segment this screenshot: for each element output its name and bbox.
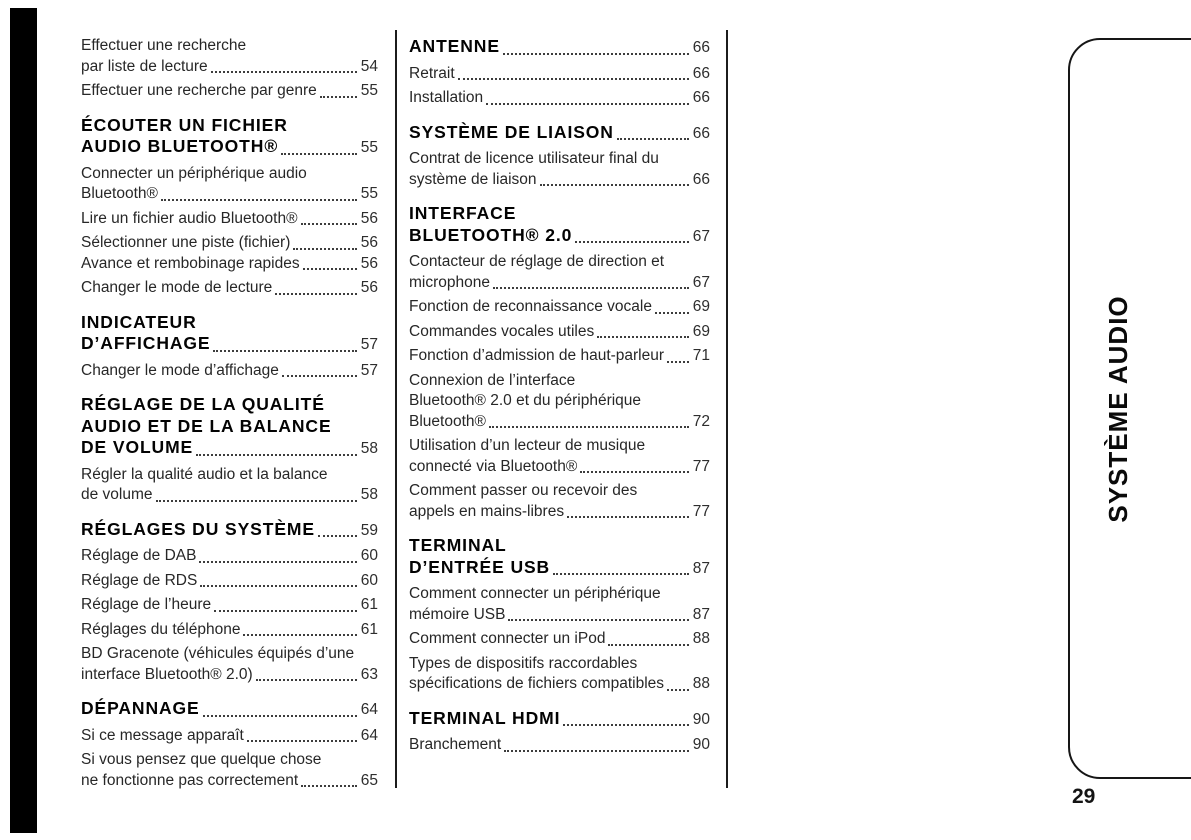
toc-entry-line: Comment passer ou recevoir des	[409, 482, 638, 499]
toc-entry-text: Changer le mode d’affichage	[81, 361, 279, 379]
toc-entry-text: microphone	[409, 273, 490, 291]
toc-heading	[409, 708, 710, 731]
toc-entry-row	[81, 57, 378, 78]
toc-heading-text: D’AFFICHAGE	[81, 333, 211, 353]
toc-page-ref: 64	[360, 701, 378, 718]
toc-entry-row	[409, 170, 710, 191]
toc-entry	[409, 436, 710, 477]
toc-column-left	[81, 36, 378, 791]
toc-entry-row	[81, 361, 378, 382]
toc-entry	[81, 571, 378, 592]
toc-heading-row	[81, 333, 378, 356]
dot-leader	[567, 516, 689, 518]
toc-page-ref: 67	[692, 273, 710, 291]
toc-entry	[409, 64, 710, 85]
toc-heading-text: BLUETOOTH® 2.0	[409, 224, 573, 245]
toc-page-ref: 61	[360, 596, 378, 613]
dot-leader	[553, 573, 689, 575]
toc-entry-text: connecté via Bluetooth®	[409, 457, 578, 475]
dot-leader	[161, 199, 357, 201]
toc-page-ref: 90	[692, 736, 710, 753]
dot-leader	[597, 336, 689, 338]
toc-entry-line: Régler la qualité audio et la balance	[81, 465, 328, 483]
toc-heading	[409, 203, 710, 247]
dot-leader	[458, 78, 689, 80]
dot-leader	[655, 312, 689, 314]
toc-entry-line: Contacteur de réglage de direction et	[409, 253, 665, 270]
toc-entry	[81, 726, 378, 747]
toc-entry-row	[409, 322, 710, 343]
toc-section	[81, 36, 378, 102]
toc-section	[409, 36, 710, 109]
toc-entry	[409, 371, 710, 433]
toc-entry-text: Retrait	[409, 64, 455, 82]
toc-entry-row	[81, 546, 378, 567]
toc-entry	[81, 254, 378, 275]
toc-entry-row	[409, 605, 710, 626]
toc-entry	[81, 595, 378, 616]
toc-section	[409, 708, 710, 756]
toc-entry-text: Fonction de reconnaissance vocale	[409, 298, 652, 315]
toc-entry-row	[409, 412, 710, 433]
toc-entry-line: Connexion de l’interface	[409, 371, 576, 389]
toc-page-ref: 69	[692, 322, 710, 340]
chapter-tab-label: SYSTÈME AUDIO	[1103, 294, 1133, 523]
toc-page-ref: 87	[692, 605, 710, 623]
toc-entry-text: par liste de lecture	[81, 57, 208, 75]
toc-heading	[81, 115, 378, 159]
toc-page-ref: 90	[692, 710, 710, 728]
toc-page-ref: 56	[360, 279, 378, 296]
toc-entry-row	[81, 665, 378, 686]
toc-heading-row	[409, 122, 710, 145]
toc-entry-row	[81, 278, 378, 299]
toc-entry	[81, 209, 378, 230]
toc-page-ref: 61	[360, 620, 378, 638]
dot-leader	[608, 644, 688, 646]
toc-entry-text: Avance et rembobinage rapides	[81, 254, 300, 272]
toc-entry-text: Effectuer une recherche par genre	[81, 82, 317, 99]
toc-page-ref: 66	[692, 124, 710, 142]
toc-entry	[409, 584, 710, 625]
toc-heading	[81, 312, 378, 356]
toc-page-ref: 60	[360, 547, 378, 564]
toc-page-ref: 63	[360, 665, 378, 683]
toc-entry	[409, 322, 710, 343]
toc-entry-line: Comment connecter un périphérique	[409, 585, 661, 602]
dot-leader	[489, 426, 689, 428]
toc-entry	[81, 465, 378, 506]
toc-heading-row	[81, 437, 378, 460]
dot-leader	[243, 634, 356, 636]
toc-section	[409, 535, 710, 695]
toc-page-ref: 57	[360, 361, 378, 379]
toc-entry	[409, 346, 710, 367]
toc-page-ref: 54	[360, 57, 378, 75]
toc-page-ref: 56	[360, 234, 378, 251]
dot-leader	[199, 561, 356, 563]
dot-leader	[486, 103, 689, 105]
toc-page-ref: 58	[360, 440, 378, 457]
toc-page-ref: 55	[360, 82, 378, 99]
toc-heading-text: DÉPANNAGE	[81, 698, 200, 718]
toc-heading-text: DE VOLUME	[81, 437, 194, 457]
toc-page-ref: 87	[692, 559, 710, 577]
toc-entry-text: Sélectionner une piste (fichier)	[81, 234, 291, 251]
toc-page-ref: 60	[360, 571, 378, 589]
toc-page-ref: 55	[360, 185, 378, 202]
toc-entry-row	[409, 88, 710, 109]
dot-leader	[196, 454, 357, 456]
toc-heading-line: AUDIO ET DE LA BALANCE	[81, 415, 332, 436]
toc-entry	[81, 164, 378, 205]
toc-heading-row	[81, 136, 378, 159]
dot-leader	[203, 715, 357, 717]
dot-leader	[575, 241, 689, 243]
toc-page-ref: 59	[360, 521, 378, 539]
toc-page-ref: 64	[360, 726, 378, 744]
dot-leader	[293, 248, 356, 250]
toc-section	[409, 122, 710, 191]
toc-page-ref: 88	[692, 630, 710, 647]
toc-entry-text: système de liaison	[409, 170, 537, 188]
toc-entry-row	[409, 629, 710, 650]
toc-entry-text: Bluetooth®	[81, 185, 158, 202]
toc-entry-row	[81, 485, 378, 506]
toc-entry-row	[81, 595, 378, 616]
toc-entry-row	[81, 209, 378, 230]
column-divider-right	[726, 30, 728, 788]
toc-heading-row	[409, 36, 710, 59]
toc-entry-text: Changer le mode de lecture	[81, 279, 273, 296]
toc-entry-text: Installation	[409, 89, 484, 106]
dot-leader	[303, 268, 357, 270]
toc-entry-line: Types de dispositifs raccordables	[409, 654, 638, 672]
toc-entry-row	[81, 620, 378, 641]
toc-page-ref: 66	[692, 39, 710, 56]
toc-page-ref: 56	[360, 254, 378, 272]
dot-leader	[504, 750, 689, 752]
dot-leader	[281, 153, 357, 155]
toc-entry-text: ne fonctionne pas correctement	[81, 771, 299, 789]
toc-entry-row	[409, 64, 710, 85]
toc-entry-line: Effectuer une recherche	[81, 37, 247, 54]
toc-entry-text: appels en mains-libres	[409, 502, 565, 520]
dot-leader	[493, 287, 689, 289]
toc-entry-text: Comment connecter un iPod	[409, 630, 606, 647]
toc-heading-line: INTERFACE	[409, 203, 517, 223]
dot-leader	[667, 689, 689, 691]
toc-heading-row	[409, 708, 710, 731]
dot-leader	[200, 585, 356, 587]
toc-heading-text: SYSTÈME DE LIAISON	[409, 121, 614, 142]
toc-entry-text: Réglages du téléphone	[81, 620, 241, 638]
toc-entry-text: Réglage de RDS	[81, 571, 198, 589]
toc-entry-line: Contrat de licence utilisateur final du	[409, 150, 659, 167]
toc-entry-row	[409, 457, 710, 478]
toc-page-ref: 67	[692, 227, 710, 245]
dot-leader	[508, 619, 688, 621]
dot-leader	[301, 223, 357, 225]
toc-heading-text: TERMINAL HDMI	[409, 707, 561, 728]
toc-entry-line: Connecter un périphérique audio	[81, 164, 307, 182]
dot-leader	[617, 138, 689, 140]
dot-leader	[213, 350, 356, 352]
chapter-tab	[1068, 38, 1191, 779]
toc-entry-text: spécifications de fichiers compatibles	[409, 675, 665, 692]
dot-leader	[580, 471, 688, 473]
toc-entry-row	[81, 184, 378, 205]
toc-section	[409, 203, 710, 522]
toc-entry-row	[81, 726, 378, 747]
dot-leader	[540, 184, 689, 186]
toc-page-ref: 57	[360, 336, 378, 353]
dot-leader	[301, 785, 357, 787]
toc-page-ref: 77	[692, 502, 710, 520]
toc-entry-text: Si ce message apparaît	[81, 726, 244, 744]
toc-page-ref: 55	[360, 139, 378, 156]
toc-entry-text: Réglage de l’heure	[81, 596, 212, 613]
toc-entry-line: Bluetooth® 2.0 et du périphérique	[409, 392, 642, 409]
dot-leader	[275, 293, 356, 295]
toc-heading-row	[81, 519, 378, 542]
toc-entry	[409, 735, 710, 756]
dot-leader	[667, 361, 689, 363]
toc-page-ref: 72	[692, 412, 710, 430]
toc-column-right	[409, 36, 710, 756]
toc-entry-row	[409, 674, 710, 695]
toc-entry-text: de volume	[81, 486, 153, 503]
toc-entry-row	[409, 502, 710, 523]
toc-entry-text: mémoire USB	[409, 605, 506, 623]
toc-heading-row	[409, 225, 710, 248]
toc-entry-row	[409, 273, 710, 294]
column-divider-left	[395, 30, 397, 788]
toc-page-ref: 66	[692, 64, 710, 82]
dot-leader	[211, 71, 357, 73]
toc-entry-row	[81, 771, 378, 792]
toc-section	[81, 115, 378, 299]
toc-entry	[409, 149, 710, 190]
dot-leader	[256, 679, 357, 681]
toc-entry	[409, 481, 710, 522]
toc-entry-text: Fonction d’admission de haut-parleur	[409, 347, 665, 364]
toc-heading-line: INDICATEUR	[81, 311, 197, 332]
toc-entry-row	[81, 233, 378, 254]
toc-section	[81, 394, 378, 506]
toc-entry-line: Si vous pensez que quelque chose	[81, 751, 322, 768]
toc-page-ref: 58	[360, 486, 378, 503]
toc-entry-row	[409, 735, 710, 756]
dot-leader	[320, 96, 357, 98]
toc-entry-text: Réglage de DAB	[81, 547, 197, 564]
toc-entry-text: Bluetooth®	[409, 412, 486, 430]
toc-entry-line: Utilisation d’un lecteur de musique	[409, 437, 646, 454]
toc-heading-text: ANTENNE	[409, 36, 500, 56]
dot-leader	[503, 53, 689, 55]
toc-entry	[81, 361, 378, 382]
dot-leader	[214, 610, 357, 612]
toc-page-ref: 88	[692, 675, 710, 692]
toc-section	[81, 519, 378, 686]
toc-entry-text: Commandes vocales utiles	[409, 322, 595, 340]
toc-entry	[409, 252, 710, 293]
toc-entry	[81, 750, 378, 791]
toc-entry	[81, 81, 378, 102]
toc-entry	[81, 233, 378, 254]
toc-entry	[409, 88, 710, 109]
toc-entry	[81, 620, 378, 641]
page-edge-marker	[10, 8, 37, 833]
toc-section	[81, 312, 378, 382]
dot-leader	[156, 500, 357, 502]
toc-entry	[81, 644, 378, 685]
toc-entry-row	[409, 297, 710, 318]
toc-entry-text: Lire un fichier audio Bluetooth®	[81, 209, 298, 227]
dot-leader	[282, 375, 357, 377]
toc-entry	[409, 629, 710, 650]
toc-entry-row	[409, 346, 710, 367]
toc-heading-line: ÉCOUTER UN FICHIER	[81, 114, 288, 135]
toc-heading	[81, 394, 378, 460]
toc-heading	[409, 122, 710, 145]
dot-leader	[318, 535, 357, 537]
dot-leader	[563, 724, 688, 726]
toc-entry	[81, 546, 378, 567]
toc-heading	[409, 36, 710, 59]
toc-heading-row	[409, 557, 710, 580]
page-number: 29	[1072, 785, 1096, 808]
toc-entry-row	[81, 81, 378, 102]
toc-heading	[81, 698, 378, 721]
toc-page-ref: 66	[692, 170, 710, 188]
toc-heading-text: AUDIO BLUETOOTH®	[81, 136, 279, 156]
toc-entry	[81, 36, 378, 77]
toc-heading	[409, 535, 710, 579]
toc-section	[81, 698, 378, 791]
toc-entry-row	[81, 254, 378, 275]
dot-leader	[247, 740, 357, 742]
toc-entry	[409, 297, 710, 318]
toc-entry	[81, 278, 378, 299]
toc-heading	[81, 519, 378, 542]
toc-entry-text: Branchement	[409, 736, 502, 753]
toc-page-ref: 66	[692, 89, 710, 106]
toc-entry-line: BD Gracenote (véhicules équipés d’une	[81, 645, 355, 662]
toc-heading-line: RÉGLAGE DE LA QUALITÉ	[81, 394, 325, 414]
toc-page-ref: 69	[692, 298, 710, 315]
toc-heading-line: TERMINAL	[409, 535, 507, 555]
toc-page-ref: 65	[360, 771, 378, 789]
toc-entry-text: interface Bluetooth® 2.0)	[81, 665, 253, 683]
toc-page-ref: 77	[692, 457, 710, 475]
toc-page-ref: 71	[692, 347, 710, 364]
toc-page-ref: 56	[360, 209, 378, 227]
toc-entry-row	[81, 571, 378, 592]
toc-heading-text: RÉGLAGES DU SYSTÈME	[81, 518, 315, 539]
toc-heading-row	[81, 698, 378, 721]
toc-entry	[409, 654, 710, 695]
toc-heading-text: D’ENTRÉE USB	[409, 556, 551, 577]
